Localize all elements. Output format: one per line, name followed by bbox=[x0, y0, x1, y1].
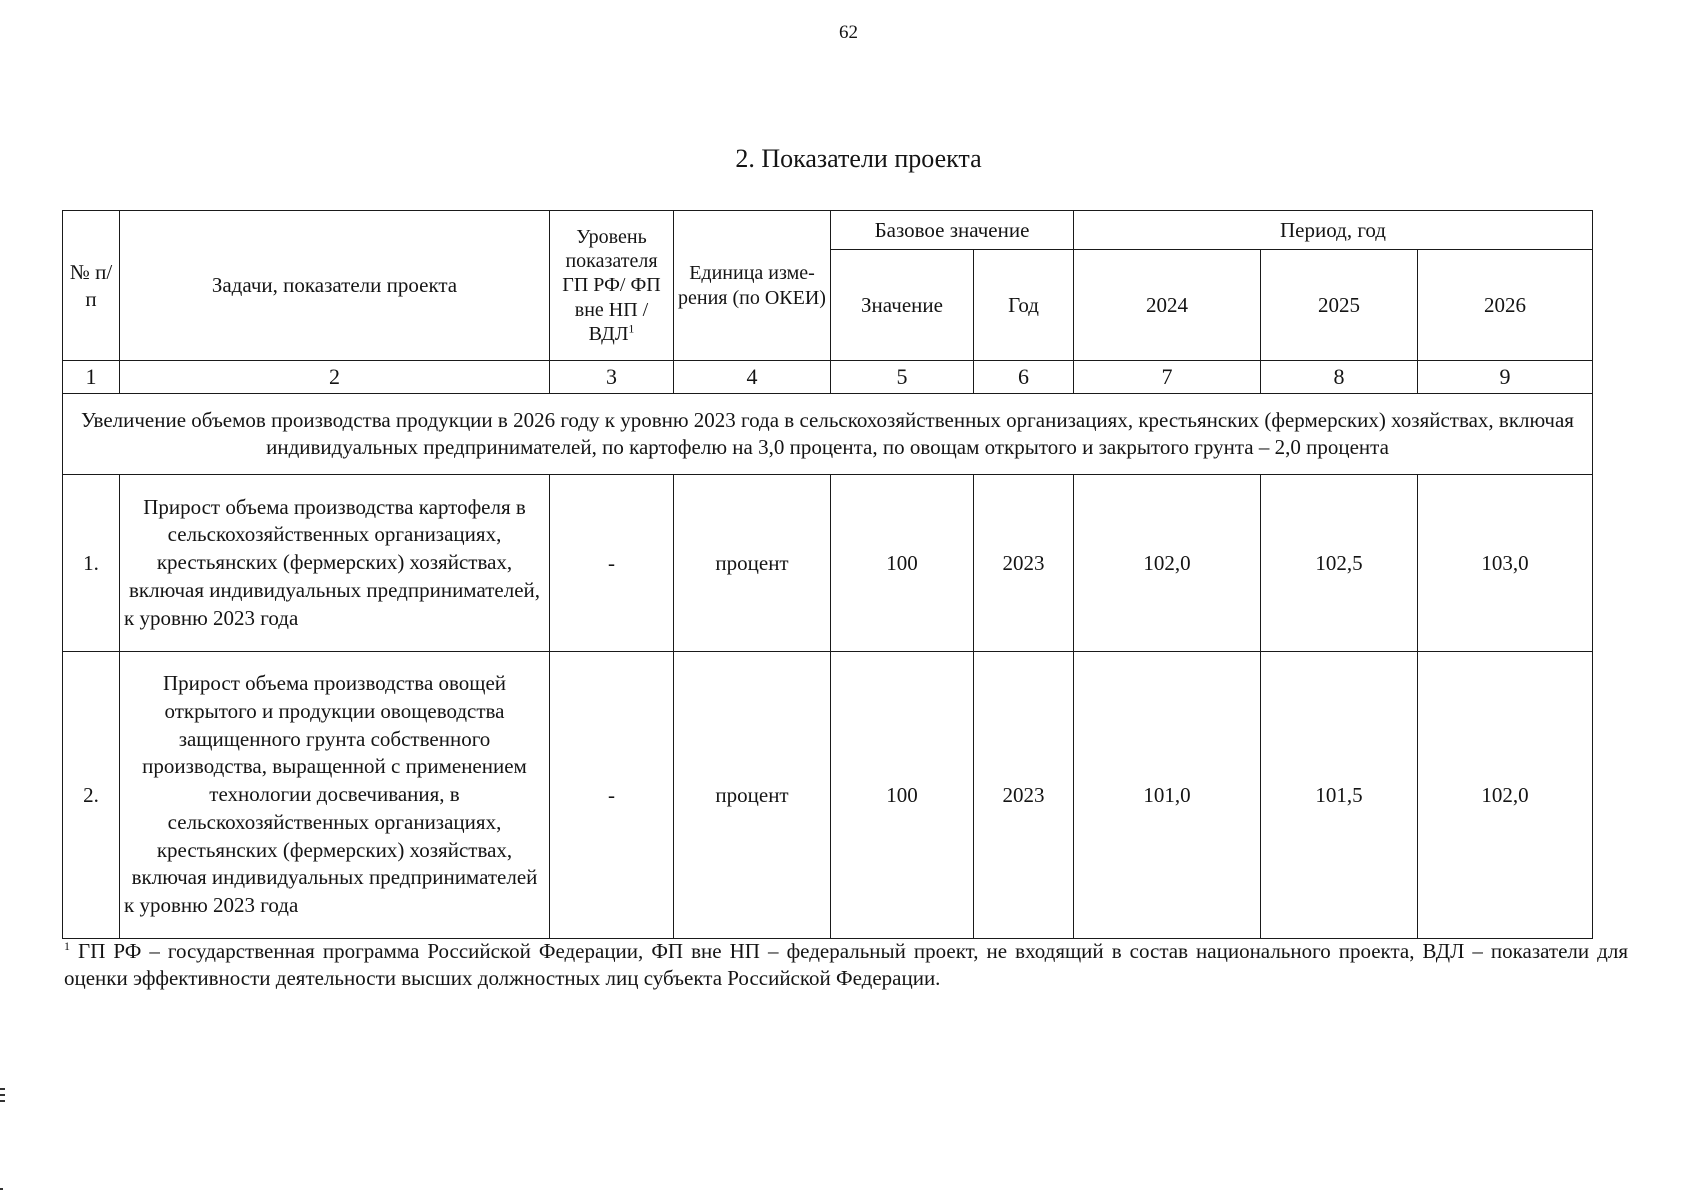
scan-edge-mark bbox=[0, 1094, 5, 1096]
header-level-footnote-mark: 1 bbox=[628, 321, 635, 336]
column-number-row bbox=[63, 361, 1593, 394]
column-number: 6 bbox=[974, 361, 1074, 394]
row-unit: процент bbox=[674, 652, 831, 939]
header-year-2026: 2026 bbox=[1418, 250, 1593, 361]
section-title: 2. Показатели проекта bbox=[735, 144, 982, 173]
row-value-2026: 103,0 bbox=[1418, 475, 1593, 652]
row-task: Прирост объема производства овощей открытого и продукции овощеводства защищенного грунта собственного производства, выращенной с применением технологии досвечивания, в сельскохозяйственных организациях, крестьянских (фермерских) хозяйствах, включая индивидуальных предпринимателей к уровню 2023 года bbox=[120, 652, 550, 939]
column-number: 2 bbox=[120, 361, 550, 394]
header-num: № п/п bbox=[63, 211, 120, 361]
page-number: 62 bbox=[839, 22, 858, 43]
table-row bbox=[63, 475, 1593, 652]
row-value-2024: 102,0 bbox=[1074, 475, 1261, 652]
header-tasks: Задачи, показатели проекта bbox=[120, 211, 550, 361]
row-base-year: 2023 bbox=[974, 652, 1074, 939]
header-base-value: Значение bbox=[831, 250, 974, 361]
row-level: - bbox=[550, 475, 674, 652]
scan-edge-mark bbox=[0, 1088, 5, 1090]
row-value-2024: 101,0 bbox=[1074, 652, 1261, 939]
header-unit: Единица изме-рения (по ОКЕИ) bbox=[674, 211, 831, 361]
column-number: 5 bbox=[831, 361, 974, 394]
footnote-text: ГП РФ – государственная программа Российской Федерации, ФП вне НП – федеральный проект, не входящий в состав национального проекта, ВДЛ – показатели для оценки эффективности деятельности высших должностных лиц субъекта Российской Федерации. bbox=[64, 939, 1628, 991]
row-value-2025: 102,5 bbox=[1261, 475, 1418, 652]
row-base-value: 100 bbox=[831, 475, 974, 652]
header-level bbox=[550, 211, 674, 361]
row-level: - bbox=[550, 652, 674, 939]
column-number: 4 bbox=[674, 361, 831, 394]
footnote bbox=[64, 938, 1628, 993]
scan-edge-mark bbox=[0, 1188, 3, 1190]
header-period-group: Период, год bbox=[1074, 211, 1593, 250]
column-number: 3 bbox=[550, 361, 674, 394]
row-base-value: 100 bbox=[831, 652, 974, 939]
goal-text: Увеличение объемов производства продукции в 2026 году к уровню 2023 года в сельскохозяйственных организациях, крестьянских (фермерских) хозяйствах, включая индивидуальных предпринимателей, по картофелю на 3,0 процента, по овощам открытого и закрытого грунта – 2,0 процента bbox=[63, 394, 1593, 475]
header-base-group: Базовое значение bbox=[831, 211, 1074, 250]
row-num: 1. bbox=[63, 475, 120, 652]
row-base-year: 2023 bbox=[974, 475, 1074, 652]
column-number: 1 bbox=[63, 361, 120, 394]
header-base-year: Год bbox=[974, 250, 1074, 361]
row-num: 2. bbox=[63, 652, 120, 939]
column-number: 8 bbox=[1261, 361, 1418, 394]
footnote-mark: 1 bbox=[64, 939, 70, 953]
header-year-2025: 2025 bbox=[1261, 250, 1418, 361]
row-value-2026: 102,0 bbox=[1418, 652, 1593, 939]
header-level-text: Уровень показателя ГП РФ/ ФП вне НП / ВДЛ bbox=[562, 225, 661, 346]
row-value-2025: 101,5 bbox=[1261, 652, 1418, 939]
row-unit: процент bbox=[674, 475, 831, 652]
header-year-2024: 2024 bbox=[1074, 250, 1261, 361]
table-row bbox=[63, 652, 1593, 939]
scan-edge-mark bbox=[0, 1100, 5, 1102]
column-number: 9 bbox=[1418, 361, 1593, 394]
column-number: 7 bbox=[1074, 361, 1261, 394]
indicators-table bbox=[62, 210, 1593, 939]
row-task: Прирост объема производства картофеля в сельскохозяйственных организациях, крестьянских (фермерских) хозяйствах, включая индивидуальных предпринимателей, к уровню 2023 года bbox=[120, 475, 550, 652]
